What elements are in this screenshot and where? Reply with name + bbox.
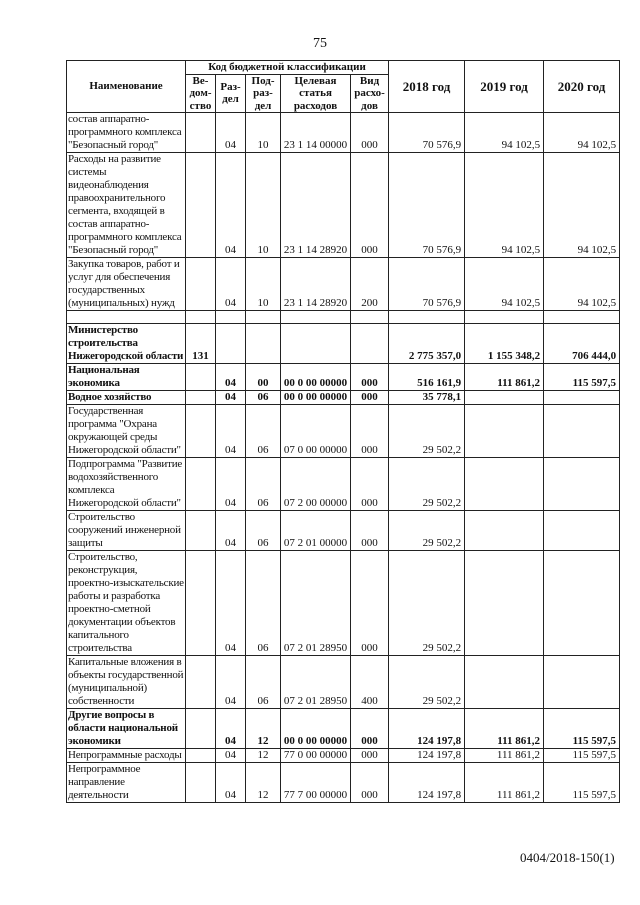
cell-ved [186,510,216,550]
cell-name: Расходы на развитие системы видеонаблюдения правоохранительного сегмента, входящей в состав аппаратно- программного комплекса "Безопасный город" [67,152,186,257]
cell-ved [186,762,216,802]
table-row [67,550,620,655]
table-row [67,762,620,802]
cell-tselevaya: 23 1 14 28920 [281,152,351,257]
cell-y2018: 124 197,8 [389,748,465,762]
cell-podrazdel: 06 [246,550,281,655]
cell-podrazdel: 10 [246,152,281,257]
cell-podrazdel: 00 [246,363,281,390]
cell-y2019: 1 155 348,2 [465,323,544,363]
cell-tselevaya: 07 0 00 00000 [281,404,351,457]
cell-vid [351,323,389,363]
cell-name: состав аппаратно- программного комплекса "Безопасный город" [67,112,186,152]
cell-y2019 [465,550,544,655]
cell-vid [351,310,389,323]
cell-tselevaya: 07 2 01 28950 [281,550,351,655]
cell-name [67,310,186,323]
cell-ved [186,404,216,457]
cell-razdel: 04 [216,550,246,655]
cell-y2020: 115 597,5 [544,363,620,390]
cell-razdel: 04 [216,708,246,748]
cell-razdel: 04 [216,655,246,708]
header-razdel: Раз- дел [216,75,246,113]
cell-y2020: 115 597,5 [544,748,620,762]
table-row [67,112,620,152]
cell-y2020 [544,390,620,404]
cell-ved [186,550,216,655]
cell-y2019 [465,655,544,708]
cell-y2020 [544,457,620,510]
cell-vid: 000 [351,152,389,257]
cell-ved [186,655,216,708]
cell-y2020: 115 597,5 [544,708,620,748]
cell-y2020: 94 102,5 [544,152,620,257]
table-row [67,363,620,390]
cell-vid: 000 [351,708,389,748]
table-row [67,457,620,510]
header-podrazdel: Под- раз- дел [246,75,281,113]
cell-vid: 000 [351,390,389,404]
cell-name: Непрограммное направление деятельности [67,762,186,802]
cell-razdel: 04 [216,390,246,404]
cell-y2020: 115 597,5 [544,762,620,802]
cell-name: Строительство, реконструкция, проектно-изыскательские работы и разработка проектно-сметной документации объектов капитального строительства [68,550,184,654]
cell-vid: 000 [351,457,389,510]
cell-y2018: 70 576,9 [389,152,465,257]
cell-y2019 [465,310,544,323]
cell-tselevaya: 77 7 00 00000 [281,762,351,802]
cell-vid: 200 [351,257,389,310]
table-row [67,708,620,748]
cell-ved [186,748,216,762]
cell-name: Водное хозяйство [67,390,186,404]
cell-y2018: 516 161,9 [389,363,465,390]
cell-y2018 [389,310,465,323]
cell-y2019: 94 102,5 [465,257,544,310]
table-row [67,510,620,550]
cell-podrazdel: 10 [246,257,281,310]
cell-tselevaya: 23 1 14 00000 [281,112,351,152]
cell-podrazdel: 12 [246,748,281,762]
cell-y2020: 706 444,0 [544,323,620,363]
cell-vid: 000 [351,550,389,655]
cell-razdel [216,310,246,323]
cell-name: Государственная программа "Охрана окружающей среды Нижегородской области" [67,404,186,457]
cell-name: Министерство строительства Нижегородской области [67,323,186,363]
cell-razdel: 04 [216,457,246,510]
cell-y2019: 111 861,2 [465,363,544,390]
header-kbk: Код бюджетной классификации [186,61,389,75]
cell-ved [186,112,216,152]
cell-razdel: 04 [216,510,246,550]
table-row [67,404,620,457]
cell-y2018: 124 197,8 [389,762,465,802]
cell-y2020: 94 102,5 [544,257,620,310]
cell-name: Подпрограмма "Развитие водохозяйственного комплекса Нижегородской области" [67,457,186,510]
cell-razdel: 04 [216,257,246,310]
cell-y2019 [465,404,544,457]
cell-ved [186,310,216,323]
cell-ved [186,390,216,404]
cell-ved: 131 [186,323,216,363]
table-row [67,323,620,363]
cell-y2019 [465,390,544,404]
cell-ved [186,363,216,390]
header-ved: Ве- дом- ство [186,75,216,113]
cell-name: Непрограммные расходы [67,748,186,762]
cell-y2019: 111 861,2 [465,708,544,748]
cell-tselevaya [281,310,351,323]
cell-y2020 [544,550,620,655]
cell-name: Закупка товаров, работ и услуг для обеспечения государственных (муниципальных) нужд [67,257,186,310]
cell-y2019: 111 861,2 [465,748,544,762]
cell-podrazdel: 10 [246,112,281,152]
cell-tselevaya: 07 2 00 00000 [281,457,351,510]
cell-y2018: 35 778,1 [389,390,465,404]
cell-y2020: 94 102,5 [544,112,620,152]
budget-table [66,60,620,803]
cell-y2018: 2 775 357,0 [389,323,465,363]
cell-razdel: 04 [216,152,246,257]
cell-razdel: 04 [216,404,246,457]
cell-ved [186,708,216,748]
cell-vid: 000 [351,762,389,802]
cell-name: Строительство сооружений инженерной защиты [67,510,186,550]
cell-ved [186,457,216,510]
cell-y2018: 124 197,8 [389,708,465,748]
cell-tselevaya: 00 0 00 00000 [281,390,351,404]
cell-y2018: 29 502,2 [389,404,465,457]
cell-name: Другие вопросы в области национальной экономики [67,708,186,748]
cell-razdel: 04 [216,363,246,390]
cell-y2018: 29 502,2 [389,550,465,655]
cell-vid: 400 [351,655,389,708]
cell-podrazdel [246,323,281,363]
cell-vid: 000 [351,404,389,457]
cell-ved [186,257,216,310]
header-2019: 2019 год [465,61,544,113]
cell-ved [186,152,216,257]
cell-podrazdel: 12 [246,708,281,748]
cell-vid: 000 [351,363,389,390]
cell-y2019 [465,457,544,510]
cell-y2020 [544,655,620,708]
cell-y2019: 111 861,2 [465,762,544,802]
table-row [67,257,620,310]
cell-podrazdel: 06 [246,510,281,550]
cell-tselevaya: 00 0 00 00000 [281,708,351,748]
cell-podrazdel [246,310,281,323]
cell-podrazdel: 06 [246,457,281,510]
cell-podrazdel: 12 [246,762,281,802]
cell-y2020 [544,510,620,550]
cell-y2018: 29 502,2 [389,510,465,550]
table-row [67,152,620,257]
cell-y2019: 94 102,5 [465,112,544,152]
cell-tselevaya [281,323,351,363]
header-2018: 2018 год [389,61,465,113]
cell-y2020 [544,404,620,457]
cell-tselevaya: 23 1 14 28920 [281,257,351,310]
cell-razdel: 04 [216,748,246,762]
cell-y2019: 94 102,5 [465,152,544,257]
cell-vid: 000 [351,748,389,762]
footer-code: 0404/2018-150(1) [520,850,615,865]
cell-tselevaya: 07 2 01 28950 [281,655,351,708]
table-body [67,112,620,802]
cell-y2019 [465,510,544,550]
cell-podrazdel: 06 [246,655,281,708]
spacer-row [67,310,620,323]
cell-tselevaya: 00 0 00 00000 [281,363,351,390]
cell-podrazdel: 06 [246,390,281,404]
cell-podrazdel: 06 [246,404,281,457]
cell-razdel: 04 [216,112,246,152]
cell-y2020 [544,310,620,323]
cell-name: Капитальные вложения в объекты государственной (муниципальной) собственности [67,655,186,708]
cell-y2018: 29 502,2 [389,655,465,708]
cell-tselevaya: 77 0 00 00000 [281,748,351,762]
cell-y2018: 70 576,9 [389,112,465,152]
page-number: 75 [313,36,327,51]
cell-y2018: 70 576,9 [389,257,465,310]
cell-vid: 000 [351,112,389,152]
cell-razdel: 04 [216,762,246,802]
header-name: Наименование [67,61,186,113]
table-row [67,748,620,762]
table-row [67,390,620,404]
cell-name: Национальная экономика [67,363,186,390]
header-2020: 2020 год [544,61,620,113]
header-tselevaya: Целевая статья расходов [281,75,351,113]
cell-razdel [216,323,246,363]
table-row [67,655,620,708]
cell-vid: 000 [351,510,389,550]
cell-y2018: 29 502,2 [389,457,465,510]
cell-tselevaya: 07 2 01 00000 [281,510,351,550]
header-vid: Вид расхо- дов [351,75,389,113]
